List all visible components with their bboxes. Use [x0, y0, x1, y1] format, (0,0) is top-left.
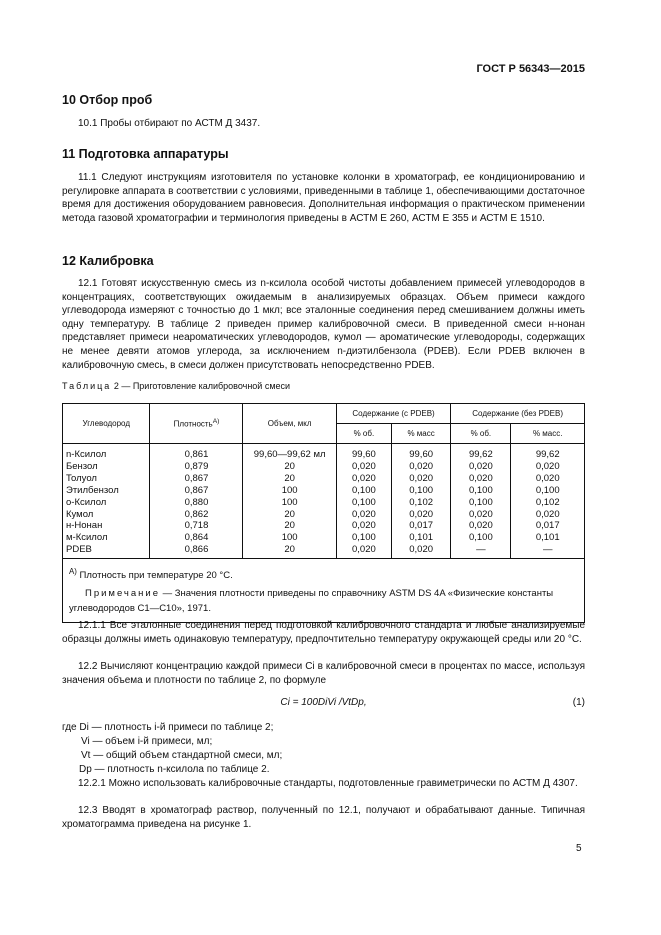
table-cell: 0,020 — [391, 544, 450, 558]
formula-number: (1) — [572, 697, 585, 708]
section-11-title: 11 Подготовка аппаратуры — [62, 147, 229, 161]
table-row — [63, 532, 585, 544]
section-12-title: 12 Калибровка — [62, 254, 154, 268]
table-note — [69, 586, 578, 616]
paragraph-12-2: 12.2 Вычисляют концентрацию каждой примеси Ci в калибровочной смеси в процентах по массе, используя значения объема и плотности по таблице 2, по формуле — [62, 661, 585, 686]
footnote-text: Плотность при температуре 20 °С. — [79, 570, 233, 582]
table-cell: 0,879 — [150, 461, 243, 473]
formula: Ci = 100DiVi /VtDp, — [280, 697, 367, 708]
table-cell: 20 — [243, 509, 336, 521]
paragraph-10-1: 10.1 Пробы отбирают по АСТМ Д 3437. — [78, 118, 261, 129]
table-cell: 0,102 — [511, 497, 585, 509]
legend-line: Dp — плотность n-ксилола по таблице 2. — [79, 764, 270, 775]
table-cell: 0,020 — [336, 473, 391, 485]
table-cell: 99,62 — [511, 444, 585, 461]
note-label: Примечание — [85, 588, 160, 600]
table-row — [63, 444, 585, 461]
table-cell: 0,101 — [511, 532, 585, 544]
table-cell: 0,880 — [150, 497, 243, 509]
table-cell: 0,100 — [451, 532, 511, 544]
note-text: — Значения плотности приведены по справочнику ASTM DS 4A «Физические константы углеводородов С1—С10», 1971. — [69, 588, 554, 615]
table-cell: 0,864 — [150, 532, 243, 544]
table-cell: 0,020 — [511, 461, 585, 473]
table-cell: 0,867 — [150, 485, 243, 497]
table-row — [63, 461, 585, 473]
table-cell: 99,60—99,62 мл — [243, 444, 336, 461]
col-mass-1: % масс — [391, 424, 450, 444]
table-cell: Толуол — [63, 473, 150, 485]
paragraph-12-3: 12.3 Вводят в хроматограф раствор, полученный по 12.1, получают и обрабатывают данные. Типичная хроматограмма приведена на рисунке 1. — [62, 805, 585, 830]
legend-line: Vt — общий объем стандартной смеси, мл; — [81, 750, 283, 761]
col-volume: Объем, мкл — [243, 404, 336, 444]
table-row — [63, 473, 585, 485]
table-row — [63, 485, 585, 497]
table-cell: н-Нонан — [63, 520, 150, 532]
table-cell: 0,861 — [150, 444, 243, 461]
paragraph-12-2-1: 12.2.1 Можно использовать калибровочные стандарты, подготовленные гравиметрически по АСТМ Д 4307. — [78, 778, 578, 789]
col-density — [150, 404, 243, 444]
table-cell: 0,020 — [511, 473, 585, 485]
density-sup: А) — [212, 418, 220, 426]
table-cell: 100 — [243, 497, 336, 509]
table-cell: 0,100 — [451, 485, 511, 497]
table-cell: 0,100 — [336, 485, 391, 497]
table-cell: 99,62 — [451, 444, 511, 461]
paragraph-12-1: 12.1 Готовят искусственную смесь из n-ксилола особой чистоты добавлением примесей углеводородов в концентрациях, соответствующих ожидаемым в анализируемых образцах. Объем примеси каждого углеводорода измеряют с точностью до 1 мкл; все эталонные соединения перед смешиванием должны иметь одну температуру. В таблице 2 приведен пример калибровочной смеси. В приведенной смеси н-нонан представляет примеси неароматических углеводородов, кумол — ароматические углеводороды, содержащих не менее девяти атомов углерода, за исключением n-диэтилбензола (PDEB). Если PDEB включен в калибровочную смесь, в смеси должен присутствовать непосредственно PDEB. — [62, 278, 585, 371]
table-row — [63, 509, 585, 521]
table-cell: 0,101 — [391, 532, 450, 544]
table-cell: 0,020 — [391, 473, 450, 485]
formula-legend — [62, 721, 585, 777]
col-vol-1: % об. — [336, 424, 391, 444]
table-cell: 0,020 — [451, 520, 511, 532]
table-cell: 99,60 — [336, 444, 391, 461]
table-cell: 20 — [243, 461, 336, 473]
page-number: 5 — [576, 843, 582, 854]
table-cell: 0,100 — [336, 532, 391, 544]
footnote — [69, 564, 578, 583]
table-cell: 0,100 — [391, 485, 450, 497]
caption-text: 2 — Приготовление калибровочной смеси — [113, 381, 291, 391]
table-cell: 0,020 — [336, 520, 391, 532]
table-cell: — — [511, 544, 585, 558]
table-cell: Бензол — [63, 461, 150, 473]
col-hydrocarbon: Углеводород — [63, 404, 150, 444]
table-cell: n-Ксилол — [63, 444, 150, 461]
table-cell: 0,867 — [150, 473, 243, 485]
calibration-table — [62, 403, 585, 623]
table-caption — [62, 381, 585, 391]
table-cell: 20 — [243, 520, 336, 532]
table-notes — [63, 559, 585, 623]
table-cell: 0,017 — [391, 520, 450, 532]
table-cell: 0,866 — [150, 544, 243, 558]
table-cell: 100 — [243, 485, 336, 497]
table-cell: 0,100 — [451, 497, 511, 509]
table-cell: 20 — [243, 473, 336, 485]
table-cell: Этилбензол — [63, 485, 150, 497]
table-cell: Кумол — [63, 509, 150, 521]
document-header: ГОСТ Р 56343—2015 — [476, 63, 585, 75]
table-cell: 100 — [243, 532, 336, 544]
group-without-pdeb: Содержание (без PDEB) — [451, 404, 585, 424]
table-cell: 0,100 — [336, 497, 391, 509]
col-mass-2: % масс. — [511, 424, 585, 444]
table-cell: 0,020 — [391, 509, 450, 521]
table-cell: 99,60 — [391, 444, 450, 461]
table-cell: 0,718 — [150, 520, 243, 532]
table-cell: 0,020 — [336, 461, 391, 473]
table-row — [63, 544, 585, 558]
caption-label: Таблица — [62, 381, 112, 391]
table-cell: PDEB — [63, 544, 150, 558]
table-cell: 20 — [243, 544, 336, 558]
density-label: Плотность — [173, 419, 213, 429]
table-cell: 0,020 — [451, 509, 511, 521]
table-cell: 0,020 — [451, 473, 511, 485]
table-cell: 0,100 — [511, 485, 585, 497]
legend-line: Vi — объем i-й примеси, мл; — [81, 736, 213, 747]
table-row — [63, 520, 585, 532]
table-cell: 0,102 — [391, 497, 450, 509]
paragraph-11-1: 11.1 Следуют инструкциям изготовителя по установке колонки в хроматограф, ее кондиционированию и регулировке аппарата в соответствии с условиями, приведенными в таблице 1, обеспечивающими достаточное время для достижения оборудованием равновесия. Дополнительная информация о практическом применении метода газовой хроматографии и терминология приведены в АСТМ Е 260, АСТМ Е 355 и АСТМ Е 1510. — [62, 172, 585, 224]
table-cell: 0,862 — [150, 509, 243, 521]
table-cell: о-Ксилол — [63, 497, 150, 509]
table-cell: — — [451, 544, 511, 558]
table-cell: 0,020 — [451, 461, 511, 473]
table-cell: 0,020 — [336, 544, 391, 558]
col-vol-2: % об. — [451, 424, 511, 444]
table-cell: 0,020 — [511, 509, 585, 521]
paragraph-12-1-1: 12.1.1 Все эталонные соединения перед подготовкой калибровочного стандарта и любые анализируемые образцы должны иметь одинаковую температуру, предпочтительно температуру окружающей среды или 20 °С. — [62, 620, 585, 645]
table-cell: 0,020 — [391, 461, 450, 473]
footnote-mark: А) — [69, 567, 77, 577]
table-cell: 0,017 — [511, 520, 585, 532]
table-row — [63, 497, 585, 509]
legend-line: где Di — плотность i-й примеси по таблице 2; — [62, 722, 274, 733]
group-with-pdeb: Содержание (с PDEB) — [336, 404, 450, 424]
section-10-title: 10 Отбор проб — [62, 93, 153, 107]
table-cell: м-Ксилол — [63, 532, 150, 544]
table-cell: 0,020 — [336, 509, 391, 521]
